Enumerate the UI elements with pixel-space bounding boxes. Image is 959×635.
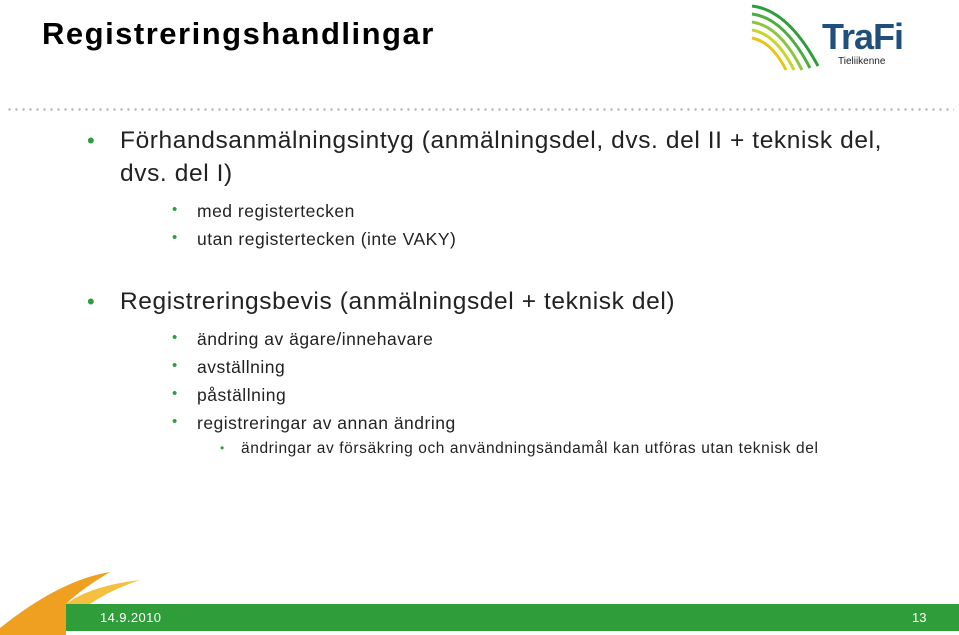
sub-bullet-andring-agare: • ändring av ägare/innehavare	[197, 327, 433, 351]
logo-name: TraFi	[822, 16, 904, 57]
sub-bullet-med-registertecken: • med registertecken	[197, 199, 355, 223]
sub-bullet-utan-registertecken: • utan registertecken (inte VAKY)	[197, 227, 456, 251]
logo-subtitle: Tieliikenne	[838, 56, 886, 67]
page-number: 13	[912, 610, 927, 625]
trafi-logo	[748, 2, 918, 74]
logo-stripes-icon	[748, 2, 828, 74]
footer-date: 14.9.2010	[100, 610, 162, 625]
bullet-registreringsbevis: • Registreringsbevis (anmälningsdel + teknisk del)	[120, 285, 900, 318]
sub-bullet-avstallning: • avställning	[197, 355, 285, 379]
slide-title: Registreringshandlingar	[42, 16, 435, 51]
footer-bar	[66, 604, 959, 631]
bullet-forhandsanmalningsintyg: • Förhandsanmälningsintyg (anmälningsdel, dvs. del II + teknisk del, dvs. del I)	[120, 124, 900, 190]
sub-sub-bullet-forsakring: • ändringar av försäkring och användningsändamål kan utföras utan teknisk del	[241, 438, 819, 460]
title-divider	[6, 108, 954, 111]
sub-bullet-pastallning: • påställning	[197, 383, 286, 407]
sub-bullet-annan-andring: • registreringar av annan ändring	[197, 411, 456, 435]
